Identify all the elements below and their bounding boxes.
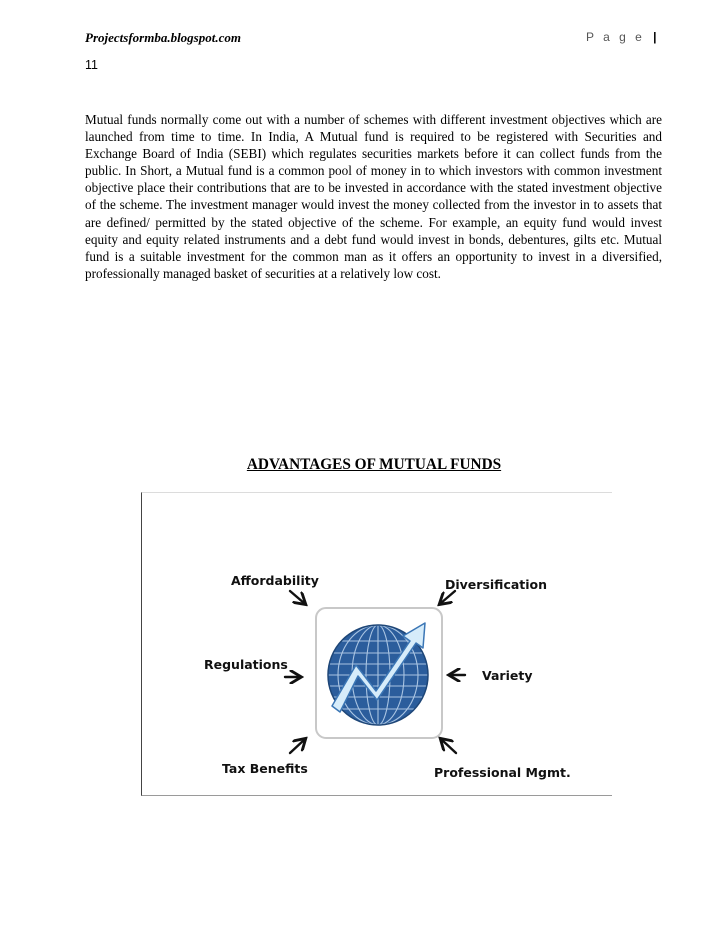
- section-heading: ADVANTAGES OF MUTUAL FUNDS: [246, 456, 502, 473]
- header-site-name: Projectsformba.blogspot.com: [85, 30, 241, 45]
- label-professional-mgmt: Professional Mgmt.: [434, 765, 571, 780]
- advantages-figure: [141, 492, 612, 796]
- page-separator: |: [653, 30, 657, 44]
- intro-paragraph: Mutual funds normally come out with a number of schemes with different investment objectives which are launched from time to time. In India, A Mutual fund is required to be registered with Securities and Exchange Board of India (SEBI) which regulates securities markets before it can collect funds from the public. In Short, a Mutual fund is a common pool of money in to which investors with common investment objective place their contributions that are to be invested in accordance with the stated investment objective of the scheme. The investment manager would invest the money collected from the investor in to assets that are defined/ permitted by the stated objective of the scheme. For example, an equity fund would invest equity and equity related instruments and a debt fund would invest in bonds, debentures, gilts etc. Mutual fund is a suitable investment for the common man as it offers an opportunity to invest in a diversified, professionally managed basket of securities at a relatively low cost.: [85, 112, 662, 281]
- page-number: 11: [85, 58, 98, 72]
- label-affordability: Affordability: [231, 573, 319, 588]
- label-regulations: Regulations: [204, 657, 288, 672]
- advantages-diagram: [142, 493, 612, 795]
- label-tax-benefits: Tax Benefits: [222, 761, 308, 776]
- arrow-diversification-icon: [441, 591, 455, 603]
- arrow-affordability-icon: [290, 591, 304, 603]
- page-word: P a g e: [586, 30, 645, 44]
- arrow-professional-mgmt-icon: [442, 740, 456, 753]
- arrow-tax-benefits-icon: [290, 740, 304, 753]
- page-indicator: [586, 30, 657, 44]
- label-diversification: Diversification: [445, 577, 548, 592]
- label-variety: Variety: [482, 668, 533, 683]
